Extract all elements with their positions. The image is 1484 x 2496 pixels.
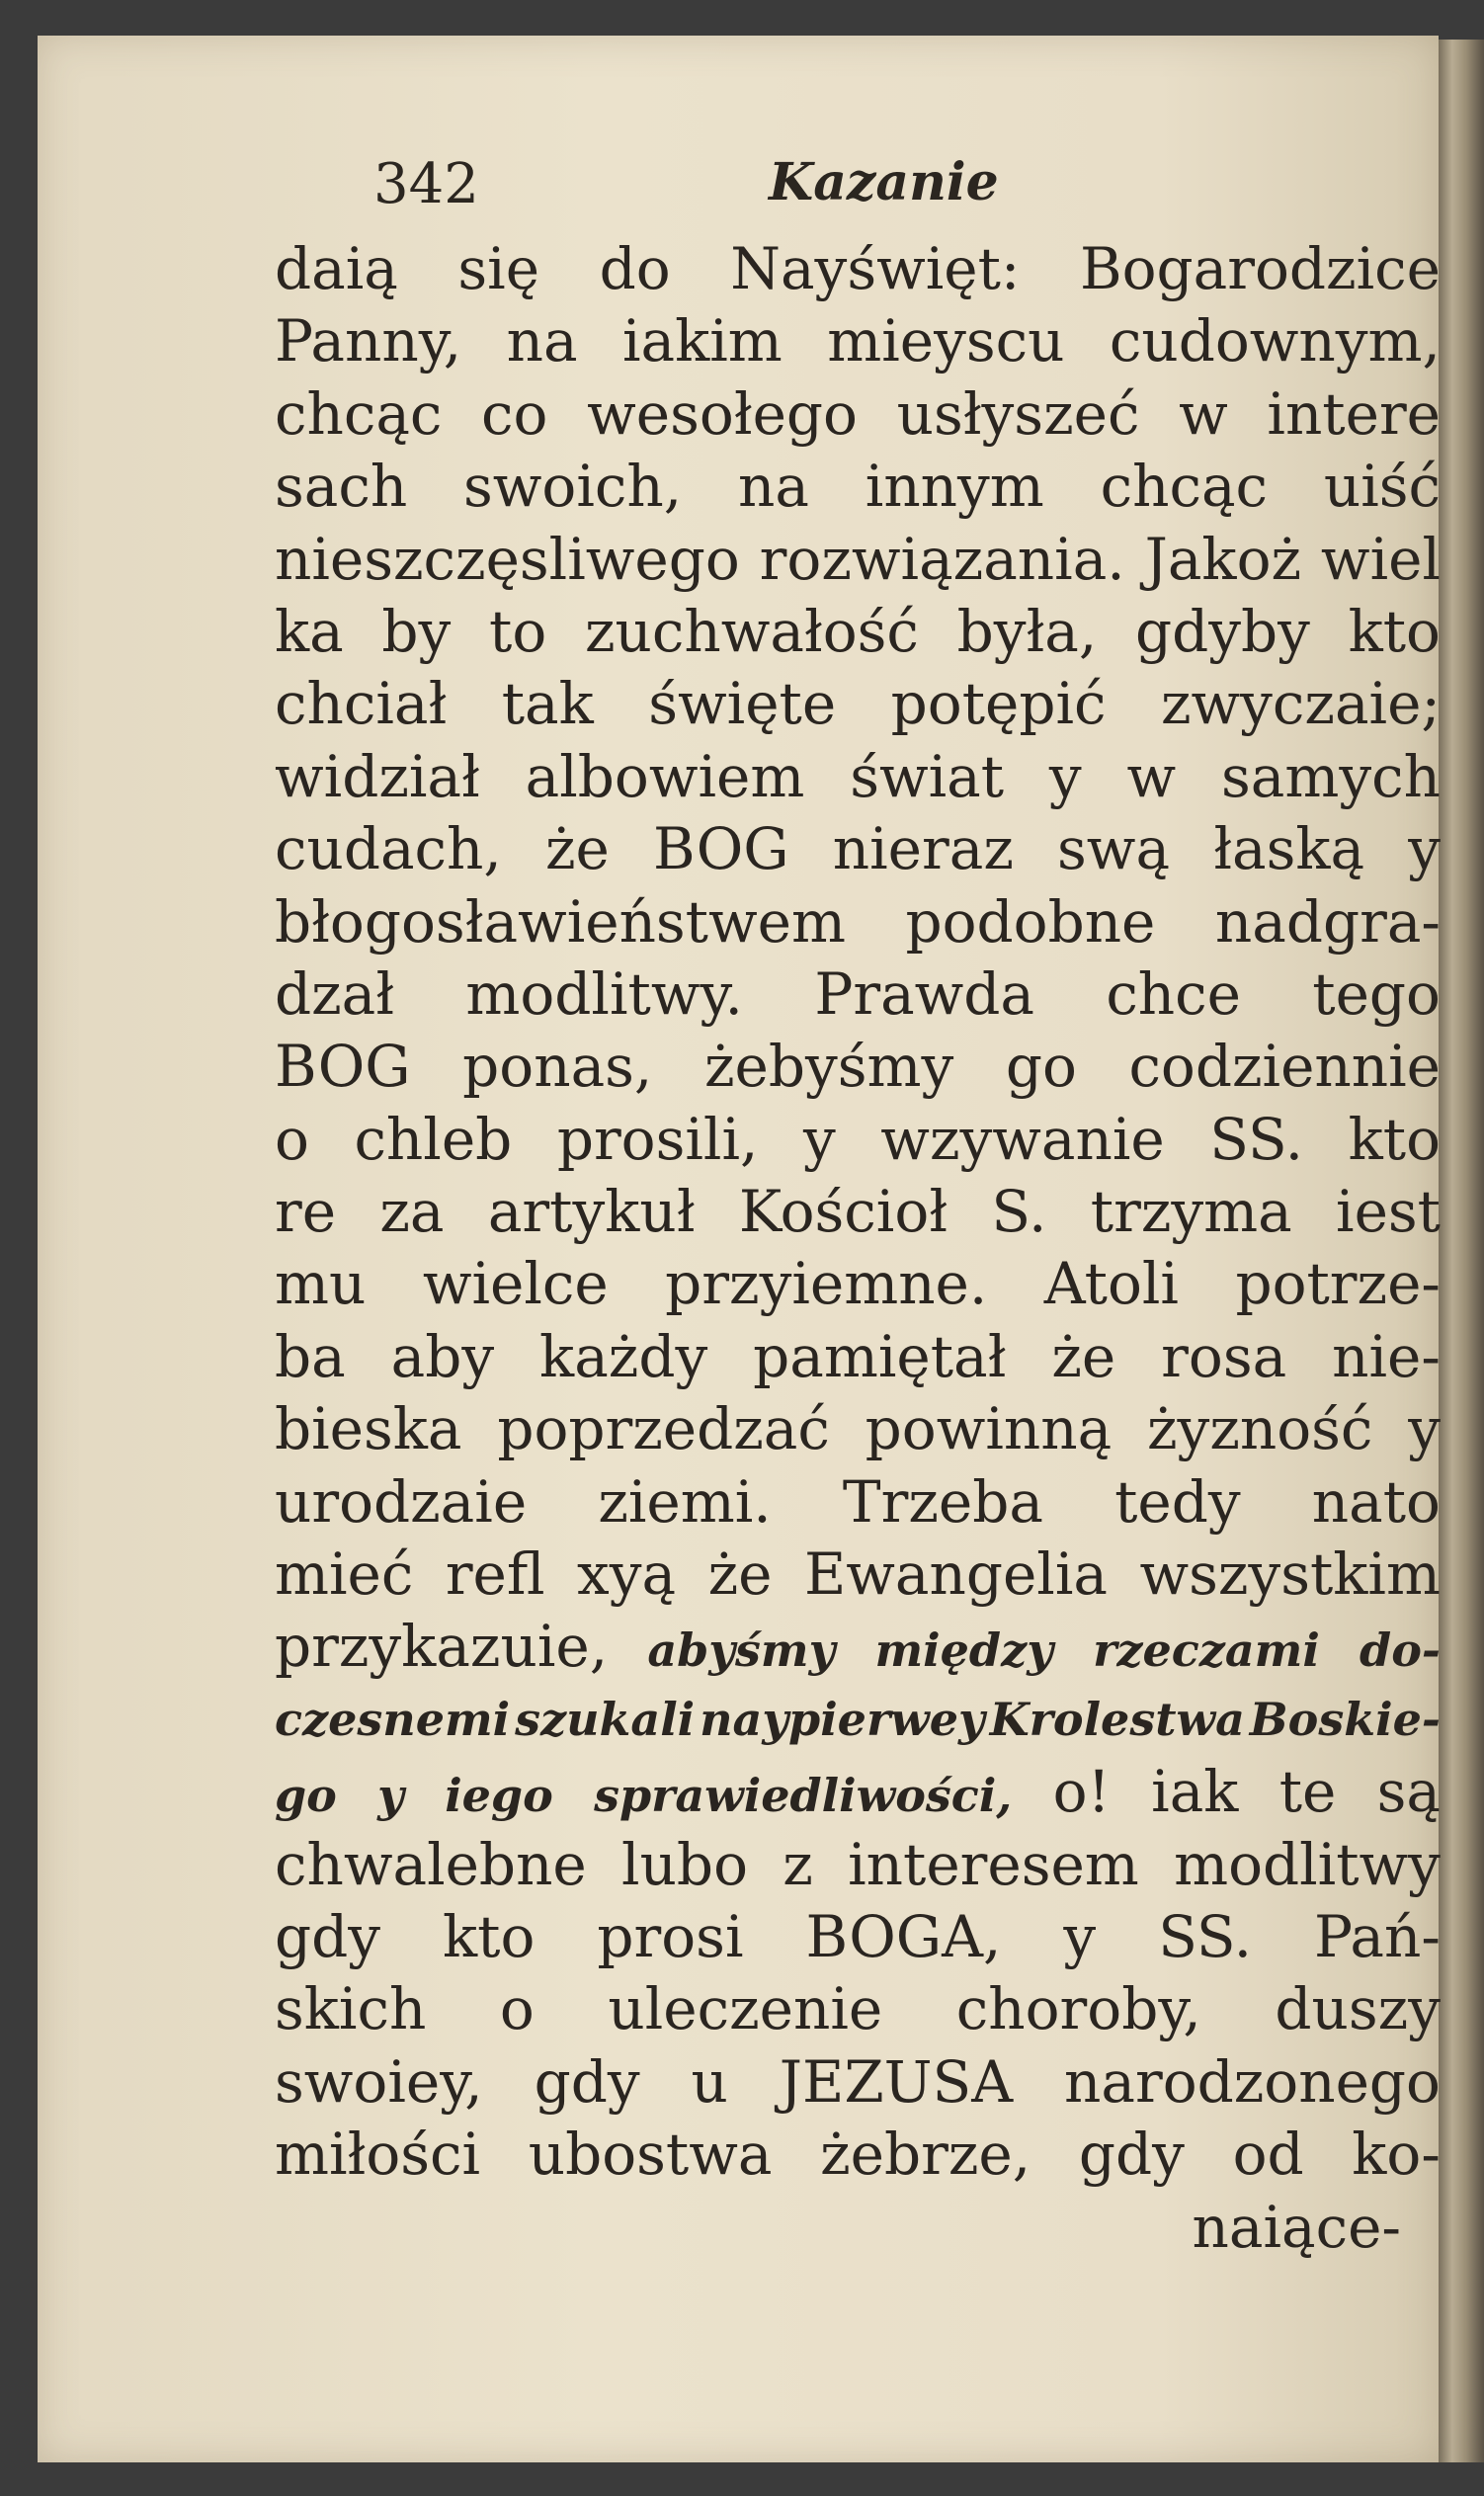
- word: mu: [275, 1250, 367, 1318]
- text-line: [275, 1104, 1441, 1176]
- word: żyzność: [1147, 1395, 1373, 1463]
- word: za: [379, 1178, 445, 1246]
- catchword-row: [275, 2192, 1441, 2264]
- word: S.: [991, 1178, 1047, 1246]
- word: gdy: [1078, 2121, 1185, 2189]
- word: y: [1408, 1395, 1441, 1463]
- word: abyśmy: [647, 1623, 836, 1678]
- word: wiel: [1320, 525, 1441, 593]
- word: o: [499, 1975, 535, 2043]
- word: że: [707, 1540, 773, 1609]
- running-head: Kazanie: [769, 152, 999, 212]
- word: do: [599, 235, 671, 302]
- word: rosa: [1161, 1322, 1287, 1390]
- word: błogosławieństwem: [275, 887, 846, 956]
- word: potrze-: [1235, 1250, 1441, 1318]
- text-line: [275, 668, 1441, 740]
- word: potępić: [890, 670, 1107, 738]
- word: ziemi.: [598, 1467, 772, 1536]
- page-edge: [1439, 40, 1484, 2462]
- word: chciał: [275, 670, 448, 738]
- word: refl: [445, 1540, 545, 1609]
- word: ba: [275, 1322, 346, 1390]
- word: do-: [1360, 1623, 1441, 1678]
- word: na: [506, 307, 578, 375]
- word: przyiemne.: [665, 1250, 988, 1318]
- text-line: [275, 1756, 1441, 1828]
- text-line: [275, 1466, 1441, 1539]
- word: rozwiązania.: [759, 525, 1125, 593]
- word: by: [381, 597, 452, 665]
- word: usłyszeć: [896, 379, 1140, 448]
- word: interesem: [848, 1830, 1139, 1898]
- word: rzeczami: [1093, 1623, 1320, 1678]
- word: mieyscu: [827, 307, 1065, 375]
- word: SS.: [1158, 1902, 1253, 1970]
- word: nadgra-: [1214, 887, 1441, 956]
- text-line: [275, 305, 1441, 377]
- word: miłości: [275, 2121, 481, 2189]
- catchword: naiące-: [1192, 2193, 1401, 2261]
- word: każdy: [539, 1322, 708, 1390]
- word: te: [1278, 1758, 1337, 1826]
- word: widział: [275, 742, 480, 810]
- word: Ewangelia: [803, 1540, 1108, 1609]
- text-line: [275, 1248, 1441, 1320]
- word: uleczenie: [608, 1975, 883, 2043]
- word: się: [457, 235, 540, 302]
- word: sprawiedliwości,: [594, 1769, 1013, 1823]
- word: chwalebne: [275, 1830, 587, 1898]
- word: nieszczęsliwego: [275, 525, 740, 593]
- word: święte: [648, 670, 837, 738]
- word: Pań-: [1314, 1902, 1441, 1970]
- word: gdy: [534, 2047, 640, 2116]
- word: Boskie-: [1249, 1692, 1441, 1746]
- text-line: [275, 596, 1441, 668]
- text-line: [275, 524, 1441, 596]
- page-number: 342: [373, 152, 479, 216]
- word: na: [738, 453, 809, 521]
- text-line: [275, 886, 1441, 958]
- page-header: [38, 36, 1439, 223]
- word: przykazuie,: [275, 1613, 609, 1681]
- word: Trzeba: [842, 1467, 1043, 1536]
- word: w: [1126, 742, 1177, 810]
- word: Bogarodzice: [1080, 235, 1441, 302]
- word: swoich,: [463, 453, 683, 521]
- word: zuchwałość: [584, 597, 919, 665]
- word: prosili,: [556, 1105, 759, 1173]
- word: go: [1005, 1033, 1077, 1101]
- word: codziennie: [1128, 1033, 1441, 1101]
- word: żebrze,: [820, 2121, 1031, 2189]
- word: Jakoż: [1144, 525, 1302, 593]
- word: y: [802, 1105, 836, 1173]
- word: innym: [865, 453, 1044, 521]
- word: swoiey,: [275, 2047, 483, 2116]
- book-page: [38, 36, 1439, 2462]
- word: BOGA,: [805, 1902, 1002, 1970]
- word: gdyby: [1134, 597, 1310, 665]
- word: kto: [1348, 597, 1441, 665]
- word: z: [783, 1830, 813, 1898]
- word: artykuł: [487, 1178, 696, 1246]
- text-line: [275, 958, 1441, 1031]
- word: nieraz: [832, 815, 1014, 883]
- text-line: [275, 1829, 1441, 1901]
- body-text: [275, 233, 1441, 2264]
- word: zwyczaie;: [1160, 670, 1441, 738]
- word: podobne: [905, 887, 1156, 956]
- text-line: [275, 1973, 1441, 2045]
- word: intere: [1267, 379, 1441, 448]
- text-line: [275, 451, 1441, 523]
- text-line: [275, 1176, 1441, 1248]
- word: cudownym,: [1109, 307, 1441, 375]
- word: Krolestwa: [989, 1692, 1245, 1746]
- word: SS.: [1209, 1105, 1304, 1173]
- word: o: [275, 1105, 309, 1173]
- text-line: [275, 1321, 1441, 1393]
- word: żebyśmy: [703, 1033, 954, 1101]
- word: była,: [956, 597, 1098, 665]
- text-line: [275, 378, 1441, 451]
- word: narodzonego: [1064, 2047, 1441, 2116]
- word: ponas,: [462, 1033, 653, 1101]
- word: iego: [445, 1769, 553, 1823]
- word: xyą: [577, 1540, 677, 1609]
- word: aby: [390, 1322, 495, 1390]
- text-line: [275, 1901, 1441, 1973]
- word: kto: [443, 1902, 536, 1970]
- word: Panny,: [275, 307, 462, 375]
- word: świat: [850, 742, 1005, 810]
- word: chcąc: [275, 379, 443, 448]
- word: czesnemi: [275, 1692, 511, 1746]
- word: modlitwy: [1174, 1830, 1441, 1898]
- text-line: [275, 1611, 1441, 1683]
- text-line: [275, 2046, 1441, 2119]
- text-line: [275, 1031, 1441, 1103]
- word: wzywanie: [880, 1105, 1165, 1173]
- word: prosi: [597, 1902, 744, 1970]
- word: wesołego: [587, 379, 858, 448]
- word: lubo: [621, 1830, 748, 1898]
- word: powinną: [865, 1395, 1113, 1463]
- word: chcąc: [1100, 453, 1269, 521]
- text-line: [275, 233, 1441, 305]
- word: Kościoł: [738, 1178, 948, 1246]
- word: poprzedzać: [497, 1395, 830, 1463]
- word: co: [481, 379, 548, 448]
- word: nato: [1311, 1467, 1441, 1536]
- text-line: [275, 1393, 1441, 1465]
- word: ubostwa: [528, 2121, 773, 2189]
- word: chleb: [354, 1105, 513, 1173]
- word: BOG: [275, 1033, 411, 1101]
- word: iak: [1151, 1758, 1239, 1826]
- word: trzyma: [1090, 1178, 1292, 1246]
- word: ko-: [1352, 2121, 1441, 2189]
- word: od: [1232, 2121, 1304, 2189]
- word: Nayświęt:: [730, 235, 1021, 302]
- word: duszy: [1275, 1975, 1441, 2043]
- word: tego: [1312, 959, 1441, 1028]
- text-line: [275, 813, 1441, 885]
- word: modlitwy.: [465, 959, 743, 1028]
- word: samych: [1221, 742, 1441, 810]
- word: skich: [275, 1975, 427, 2043]
- word: uiść: [1323, 453, 1441, 521]
- word: daią: [275, 235, 398, 302]
- word: mieć: [275, 1540, 414, 1609]
- word: Prawda: [814, 959, 1034, 1028]
- word: albowiem: [525, 742, 805, 810]
- word: wszystkim: [1139, 1540, 1441, 1609]
- word: cudach,: [275, 815, 502, 883]
- word: pamiętał: [753, 1322, 1007, 1390]
- word: że: [1051, 1322, 1116, 1390]
- word: bieska: [275, 1395, 462, 1463]
- word: o!: [1052, 1758, 1111, 1826]
- word: sach: [275, 453, 408, 521]
- word: naypierwey: [700, 1692, 985, 1746]
- word: że: [544, 815, 610, 883]
- text-line: [275, 1684, 1441, 1756]
- word: BOG: [653, 815, 789, 883]
- word: re: [275, 1178, 337, 1246]
- word: tak: [501, 670, 594, 738]
- word: dzał: [275, 959, 395, 1028]
- word: iakim: [621, 307, 783, 375]
- word: swą: [1057, 815, 1171, 883]
- word: szukali: [515, 1692, 696, 1746]
- word: są: [1376, 1758, 1441, 1826]
- word: wielce: [422, 1250, 609, 1318]
- text-line: [275, 1539, 1441, 1611]
- word: go: [275, 1769, 337, 1823]
- word: u: [691, 2047, 728, 2116]
- word: gdy: [275, 1902, 381, 1970]
- word: Atoli: [1043, 1250, 1179, 1318]
- word: iest: [1336, 1178, 1441, 1246]
- word: y: [377, 1769, 404, 1823]
- word: choroby,: [955, 1975, 1201, 2043]
- word: y: [1048, 742, 1082, 810]
- word: łaską: [1213, 815, 1365, 883]
- text-line: [275, 2119, 1441, 2191]
- word: ka: [275, 597, 344, 665]
- word: w: [1179, 379, 1228, 448]
- word: nie-: [1332, 1322, 1441, 1390]
- word: kto: [1348, 1105, 1441, 1173]
- word: między: [874, 1623, 1053, 1678]
- word: y: [1063, 1902, 1097, 1970]
- word: chce: [1106, 959, 1241, 1028]
- text-line: [275, 741, 1441, 813]
- word: y: [1408, 815, 1441, 883]
- word: JEZUSA: [779, 2047, 1014, 2116]
- word: tedy: [1114, 1467, 1241, 1536]
- word: urodzaie: [275, 1467, 528, 1536]
- word: to: [489, 597, 547, 665]
